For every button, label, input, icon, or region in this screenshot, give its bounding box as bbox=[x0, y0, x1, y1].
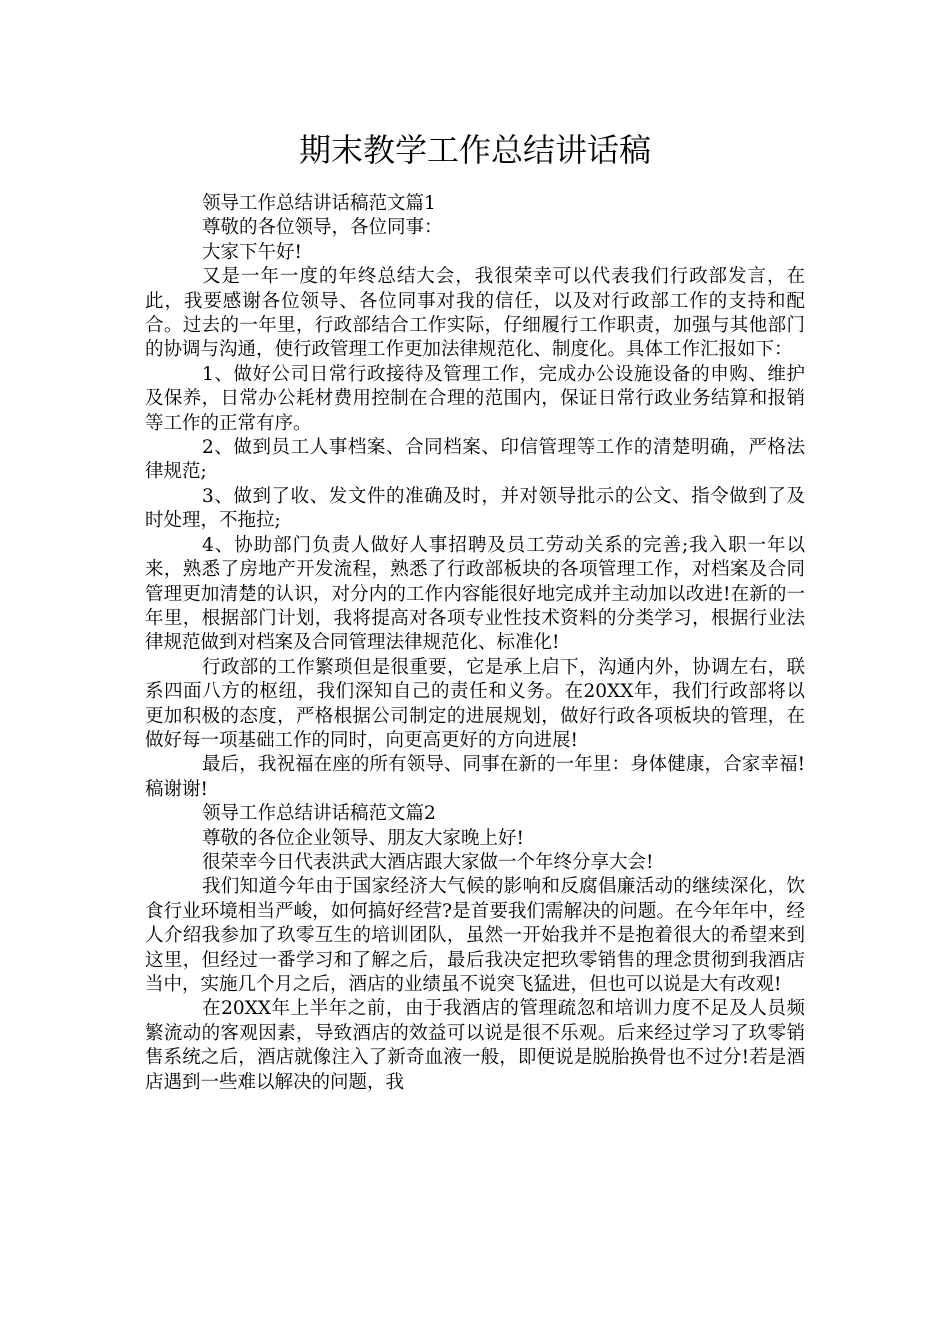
paragraph-section-heading-1: 领导工作总结讲话稿范文篇1 bbox=[202, 193, 436, 214]
paragraph-greeting-1: 大家下午好! bbox=[202, 241, 302, 263]
document-page bbox=[145, 128, 805, 1095]
document-title: 期末教学工作总结讲话稿 bbox=[298, 131, 651, 169]
paragraph-closing: 最后，我祝福在座的所有领导、同事在新的一年里：身体健康，合家幸福!稿谢谢! bbox=[145, 754, 805, 800]
paragraph-body: 行政部的工作繁琐但是很重要，它是承上启下，沟通内外，协调左右，联系四面八方的枢纽，我们深知自己的责任和义务。在20XX年，我们行政部将以更加积极的态度，严格根据公司制定的进展规划，做好行政各项板块的管理，在做好每一项基础工作的同时，向更高更好的方向进展! bbox=[145, 656, 805, 751]
paragraph-item-3: 3、做到了收、发文件的准确及时，并对领导批示的公文、指令做到了及时处理，不拖拉; bbox=[145, 485, 805, 532]
paragraph-section-heading-2: 领导工作总结讲话稿范文篇2 bbox=[202, 803, 436, 825]
paragraph-body: 我们知道今年由于国家经济大气候的影响和反腐倡廉活动的继续深化，饮食行业环境相当严峻，如何搞好经营?是首要我们需解决的问题。在今年年中，经人介绍我参加了玖零互生的培训团队，虽然一开始我并不是抱着很大的希望来到这里，但经过一番学习和了解之后，最后我决定把玖零销售的理念贯彻到我酒店当中，实施几个月之后，酒店的业绩虽不说突飞猛进，但也可以说是大有改观! bbox=[145, 876, 805, 995]
paragraph-item-4: 4、协助部门负责人做好人事招聘及员工劳动关系的完善;我入职一年以来，熟悉了房地产开发流程，熟悉了行政部板块的各项管理工作，对档案及合同管理更加清楚的认识，对分内的工作内容能很好地完成并主动加以改进!在新的一年里，根据部门计划，我将提高对各项专业性技术资料的分类学习，根据行业法律规范做到对档案及合同管理法律规范化、标准化! bbox=[145, 534, 806, 654]
paragraph-body: 又是一年一度的年终总结大会，我很荣幸可以代表我们行政部发言，在此，我要感谢各位领导、各位同事对我的信任，以及对行政部工作的支持和配合。过去的一年里，行政部结合工作实际，仔细履行工作职责，加强与其他部门的协调与沟通，使行政管理工作更加法律规范化、制度化。具体工作汇报如下： bbox=[145, 266, 805, 361]
paragraph-salutation-2: 尊敬的各位企业领导、朋友大家晚上好! bbox=[202, 827, 524, 849]
paragraph-greeting-2: 很荣幸今日代表洪武大酒店跟大家做一个年终分享大会! bbox=[202, 851, 654, 873]
paragraph-item-2: 2、做到员工人事档案、合同档案、印信管理等工作的清楚明确，严格法律规范; bbox=[145, 437, 805, 483]
paragraph-item-1: 1、做好公司日常行政接待及管理工作，完成办公设施设备的申购、维护及保养，日常办公耗材费用控制在合理的范围内，保证日常行政业务结算和报销等工作的正常有序。 bbox=[145, 363, 805, 434]
paragraph-salutation-1: 尊敬的各位领导，各位同事： bbox=[202, 217, 443, 239]
paragraph-body: 在20XX年上半年之前，由于我酒店的管理疏忽和培训力度不足及人员频繁流动的客观因素，导致酒店的效益可以说是很不乐观。后来经过学习了玖零销售系统之后，酒店就像注入了新奇血液一般，即便说是脱胎换骨也不过分!若是酒店遇到一些难以解决的问题，我 bbox=[145, 998, 805, 1093]
